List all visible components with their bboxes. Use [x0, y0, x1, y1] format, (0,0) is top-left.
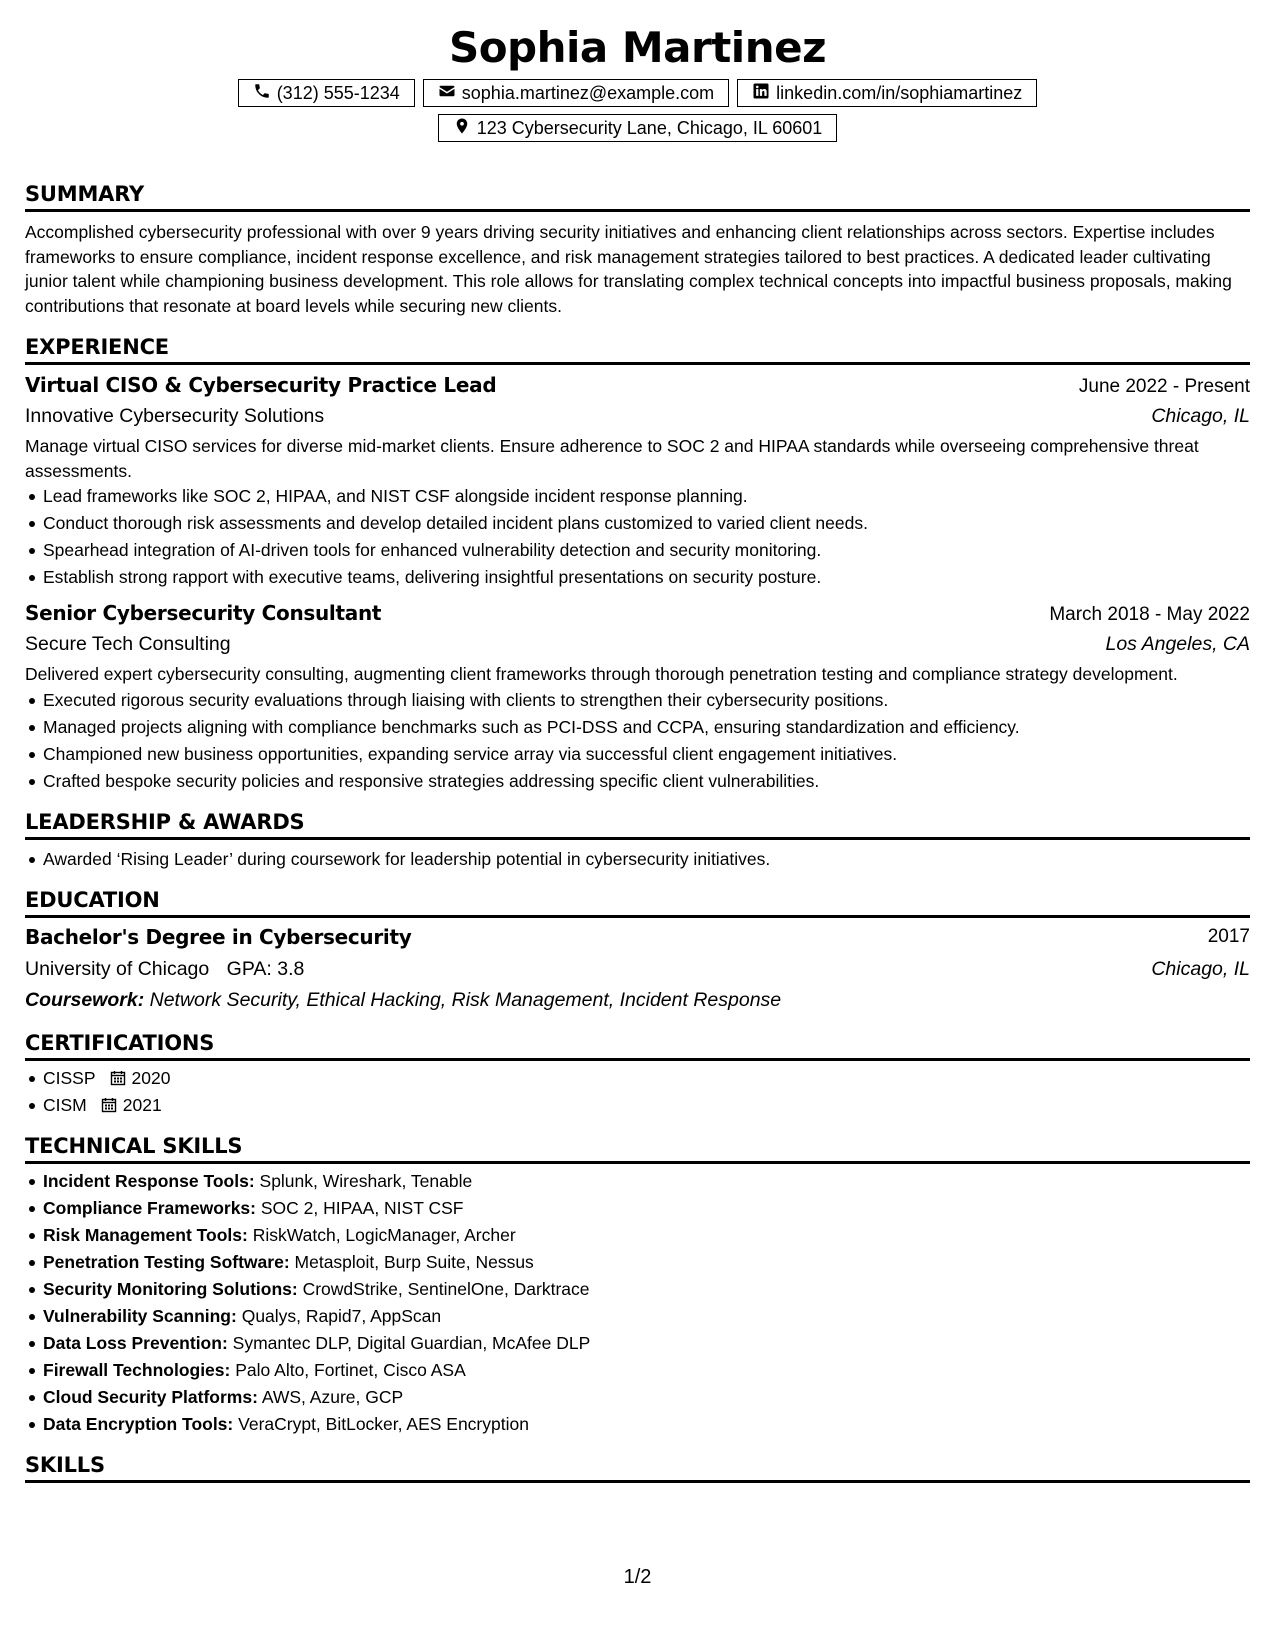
contact-row: [25, 79, 1250, 107]
job-company: Innovative Cybersecurity Solutions: [25, 405, 325, 427]
skill-label: Security Monitoring Solutions:: [43, 1278, 298, 1299]
experience-section: [25, 332, 1250, 795]
address-text: 123 Cybersecurity Lane, Chicago, IL 60601: [476, 117, 823, 138]
phone-link[interactable]: [238, 79, 415, 107]
skill-label: Firewall Technologies:: [43, 1359, 231, 1380]
phone-text: (312) 555-1234: [276, 82, 400, 103]
list-item: [43, 1330, 1250, 1357]
calendar-icon: [110, 1070, 126, 1086]
job-description: Delivered expert cybersecurity consulting, augmenting client frameworks through thorough penetration testing and compliance strategy development.: [25, 664, 1178, 684]
skill-value: Qualys, Rapid7, AppScan: [241, 1305, 442, 1326]
skill-value: CrowdStrike, SentinelOne, Darktrace: [302, 1278, 590, 1299]
skill-label: Data Encryption Tools:: [43, 1413, 234, 1434]
skills-section: [25, 1450, 1250, 1483]
gpa-text: GPA: 3.8: [226, 957, 305, 980]
list-item: Championed new business opportunities, expanding service array via successful client engagement initiatives.: [43, 741, 1250, 768]
summary-heading: SUMMARY: [25, 179, 1250, 212]
cert-year: 2020: [131, 1067, 171, 1088]
list-item: [43, 1168, 1250, 1195]
job-title: Virtual CISO & Cybersecurity Practice Lead: [25, 373, 497, 397]
coursework-label: Coursework:: [25, 988, 145, 1011]
summary-text: Accomplished cybersecurity professional with over 9 years driving security initiatives and enhancing client relationships across sectors. Expertise includes frameworks to ensure compliance, incident response excellence, and risk management strategies tailored to best practices. A dedicated leader cultivating junior talent while championing business development. This role allows for translating complex technical concepts into impactful business proposals, making contributions that resonate at board levels while securing new clients.: [25, 222, 1232, 316]
list-item: Conduct thorough risk assessments and develop detailed incident plans customized to varied client needs.: [43, 510, 1250, 537]
list-item: [43, 1303, 1250, 1330]
skill-label: Compliance Frameworks:: [43, 1197, 256, 1218]
map-marker-icon: [453, 117, 471, 140]
list-item: [43, 1276, 1250, 1303]
skills-heading: SKILLS: [25, 1450, 1250, 1483]
list-item: Establish strong rapport with executive teams, delivering insightful presentations on security posture.: [43, 564, 1250, 591]
resume-page: [25, 0, 1250, 1483]
skill-value: Splunk, Wireshark, Tenable: [259, 1170, 473, 1191]
list-item: Crafted bespoke security policies and responsive strategies addressing specific client vulnerabilities.: [43, 768, 1250, 795]
school-location: Chicago, IL: [1151, 957, 1250, 980]
address-link[interactable]: [438, 114, 838, 142]
list-item: Executed rigorous security evaluations through liaising with clients to strengthen their cybersecurity positions.: [43, 687, 1250, 714]
certifications-section: [25, 1028, 1250, 1119]
skill-label: Data Loss Prevention:: [43, 1332, 228, 1353]
education-heading: EDUCATION: [25, 885, 1250, 918]
envelope-icon: [438, 82, 456, 105]
linkedin-text: linkedin.com/in/sophiamartinez: [776, 82, 1023, 103]
skill-label: Vulnerability Scanning:: [43, 1305, 237, 1326]
education-section: [25, 885, 1250, 1016]
skill-value: SOC 2, HIPAA, NIST CSF: [260, 1197, 464, 1218]
job-bullets: [25, 687, 1250, 795]
cert-name: CISM: [43, 1094, 87, 1115]
leadership-section: [25, 807, 1250, 873]
skill-value: RiskWatch, LogicManager, Archer: [252, 1224, 516, 1245]
list-item: [43, 1222, 1250, 1249]
skill-label: Penetration Testing Software:: [43, 1251, 290, 1272]
skill-label: Cloud Security Platforms:: [43, 1386, 258, 1407]
leadership-heading: LEADERSHIP & AWARDS: [25, 807, 1250, 840]
graduation-year: 2017: [1207, 925, 1250, 947]
list-item: Lead frameworks like SOC 2, HIPAA, and NIST CSF alongside incident response planning.: [43, 483, 1250, 510]
phone-icon: [253, 82, 271, 105]
technical-skills-heading: TECHNICAL SKILLS: [25, 1131, 1250, 1164]
job-entry: [25, 369, 1250, 591]
list-item: [43, 1065, 1250, 1092]
skill-value: Metasploit, Burp Suite, Nessus: [294, 1251, 534, 1272]
job-bullets: [25, 483, 1250, 591]
degree-title: Bachelor's Degree in Cybersecurity: [25, 924, 412, 949]
leadership-list: [25, 846, 1250, 873]
skill-value: Symantec DLP, Digital Guardian, McAfee DLP: [232, 1332, 591, 1353]
coursework-text: Network Security, Ethical Hacking, Risk Management, Incident Response: [149, 988, 782, 1011]
list-item: [43, 1357, 1250, 1384]
calendar-icon: [101, 1097, 117, 1113]
job-dates: March 2018 - May 2022: [1049, 604, 1250, 625]
job-location: Los Angeles, CA: [1105, 633, 1250, 655]
list-item: Awarded ‘Rising Leader’ during coursework for leadership potential in cybersecurity initiatives.: [43, 846, 1250, 873]
email-text: sophia.martinez@example.com: [461, 82, 715, 103]
linkedin-icon: [752, 82, 770, 105]
job-description: Manage virtual CISO services for diverse mid-market clients. Ensure adherence to SOC 2 and HIPAA standards while overseeing comprehensive threat assessments.: [25, 436, 1199, 481]
job-location: Chicago, IL: [1151, 405, 1250, 427]
skill-label: Incident Response Tools:: [43, 1170, 255, 1191]
list-item: [43, 1384, 1250, 1411]
address-row: [25, 114, 1250, 142]
coursework-line: [25, 984, 1250, 1016]
job-dates: June 2022 - Present: [1078, 376, 1250, 397]
school-name: University of Chicago: [25, 957, 210, 980]
skill-label: Risk Management Tools:: [43, 1224, 248, 1245]
skill-value: Palo Alto, Fortinet, Cisco ASA: [235, 1359, 466, 1380]
list-item: [43, 1411, 1250, 1438]
skill-value: AWS, Azure, GCP: [261, 1386, 404, 1407]
list-item: Spearhead integration of AI-driven tools for enhanced vulnerability detection and security monitoring.: [43, 537, 1250, 564]
list-item: [43, 1195, 1250, 1222]
list-item: Managed projects aligning with compliance benchmarks such as PCI-DSS and CCPA, ensuring standardization and efficiency.: [43, 714, 1250, 741]
cert-name: CISSP: [43, 1067, 96, 1088]
technical-skills-list: [25, 1168, 1250, 1438]
list-item: [43, 1092, 1250, 1119]
cert-year: 2021: [122, 1094, 162, 1115]
summary-section: [25, 179, 1250, 318]
certifications-list: [25, 1065, 1250, 1119]
certifications-heading: CERTIFICATIONS: [25, 1028, 1250, 1061]
list-item: [43, 1249, 1250, 1276]
email-link[interactable]: [423, 79, 729, 107]
experience-heading: EXPERIENCE: [25, 332, 1250, 365]
job-title: Senior Cybersecurity Consultant: [25, 601, 382, 625]
skill-value: VeraCrypt, BitLocker, AES Encryption: [238, 1413, 529, 1434]
technical-skills-section: [25, 1131, 1250, 1438]
page-number: 1/2: [623, 1566, 652, 1588]
candidate-name: Sophia Martinez: [448, 23, 827, 72]
job-company: Secure Tech Consulting: [25, 633, 231, 655]
linkedin-link[interactable]: [737, 79, 1037, 107]
job-entry: [25, 597, 1250, 795]
